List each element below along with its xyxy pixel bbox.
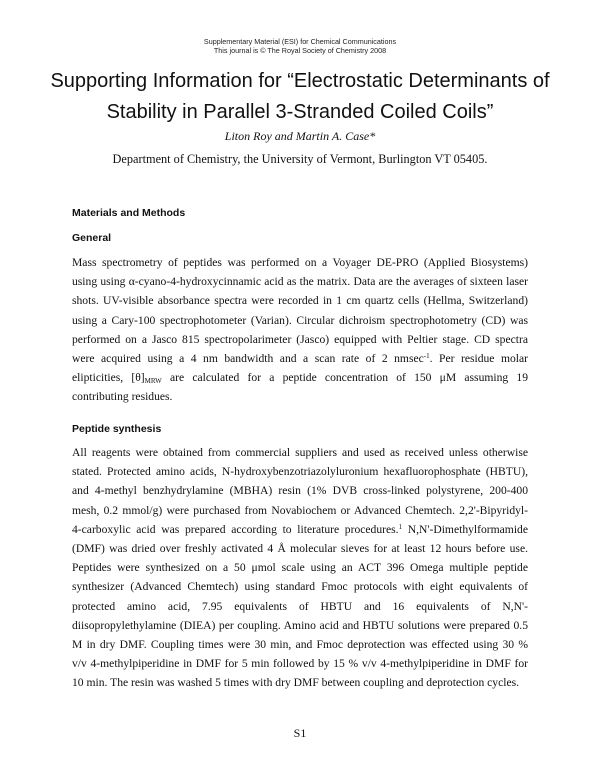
page-number: S1 bbox=[293, 726, 307, 740]
text-line: M in dry DMF. Coupling times were 30 min, and Fmoc deprotection was effected using 30 % bbox=[72, 637, 528, 651]
paper-title-line2: Stability in Parallel 3-Stranded Coiled Coils” bbox=[106, 101, 494, 123]
text-fragment: are calculated for a peptide concentration of 150 μM assuming 19 bbox=[161, 371, 528, 385]
text-line bbox=[72, 368, 528, 387]
subscript: MRW bbox=[144, 377, 162, 386]
text-line: 10 min. The resin was washed 5 times with dry DMF between coupling and deprotection cycles. bbox=[72, 676, 520, 690]
text-line: shots. UV-visible absorbance spectra were recorded in 1 cm quartz cells (Hellma, Switzerland) bbox=[72, 294, 528, 308]
subsection-heading-peptide-synthesis: Peptide synthesis bbox=[72, 423, 162, 435]
text-line: contributing residues. bbox=[72, 390, 173, 404]
text-line: synthesizer (Advanced Chemtech) using standard Fmoc protocols with eight equivalents of bbox=[72, 580, 528, 594]
text-line: performed on a Jasco 815 spectropolarimeter (Jasco) equipped with Peltier stage. CD spectra bbox=[72, 332, 528, 346]
text-fragment: . Per residue molar bbox=[429, 351, 528, 365]
text-line: v/v 4-methylpiperidine in DMF for 5 min followed by 15 % v/v 4-methylpiperidine in DMF for bbox=[72, 657, 528, 671]
text-line: mesh, 0.2 mmol/g) were purchased from Novabiochem or Advanced Chemtech. 2,2'-Bipyridyl- bbox=[72, 503, 528, 517]
text-line: stated. Protected amino acids, N-hydroxybenzotriazolyluronium hexafluorophosphate (HBTU), bbox=[72, 465, 528, 479]
general-paragraph bbox=[72, 253, 528, 407]
peptide-synthesis-paragraph bbox=[72, 443, 528, 692]
authors: Liton Roy and Martin A. Case* bbox=[224, 129, 376, 143]
superscript: -1 bbox=[423, 351, 430, 360]
text-line: diisopropylethylamine (DIEA) per coupling. Amino acid and HBTU solutions were prepared 0.5 bbox=[72, 618, 528, 632]
affiliation: Department of Chemistry, the University of Vermont, Burlington VT 05405. bbox=[112, 152, 488, 166]
section-heading-materials-methods: Materials and Methods bbox=[72, 207, 186, 219]
text-fragment: were acquired using a 4 nm bandwidth and a scan rate of 2 nmsec bbox=[72, 351, 424, 365]
text-fragment: N,N'-Dimethylformamide bbox=[402, 522, 528, 536]
text-line: All reagents were obtained from commercial suppliers and used as received unless otherwise bbox=[72, 446, 528, 459]
text-line: Mass spectrometry of peptides was performed on a Voyager DE-PRO (Applied Biosystems) bbox=[72, 256, 528, 269]
journal-header-line1: Supplementary Material (ESI) for Chemical Communications bbox=[203, 37, 397, 46]
text-line: protected amino acid, 7.95 equivalents of HBTU and 16 equivalents of N,N'- bbox=[72, 599, 528, 613]
text-fragment: 4-carboxylic acid was prepared according to literature procedures. bbox=[72, 522, 399, 536]
text-line bbox=[72, 349, 528, 368]
text-line bbox=[72, 520, 528, 539]
text-line: Peptides were synthesized on a 50 μmol scale using an ACT 396 Omega multiple peptide bbox=[72, 561, 528, 575]
text-line: and 4-methyl benzhydrylamine (MBHA) resin (1% DVB cross-linked polystyrene, 200-400 bbox=[72, 484, 528, 498]
text-line: using using α-cyano-4-hydroxycinnamic acid as the matrix. Data are the averages of sixteen laser bbox=[72, 275, 528, 289]
text-line: (DMF) was dried over freshly activated 4 Å molecular sieves for at least 12 hours before use. bbox=[72, 541, 528, 555]
citation-superscript: 1 bbox=[398, 522, 403, 531]
journal-header-line2: This journal is © The Royal Society of Chemistry 2008 bbox=[213, 46, 387, 55]
paper-title-line1: Supporting Information for “Electrostatic Determinants of bbox=[50, 70, 550, 92]
subsection-heading-general: General bbox=[72, 232, 112, 244]
text-line: using a Cary-100 spectrophotometer (Varian). Circular dichroism spectrophotometry (CD) was bbox=[72, 313, 528, 327]
text-fragment: elipticities, [θ] bbox=[72, 371, 145, 385]
